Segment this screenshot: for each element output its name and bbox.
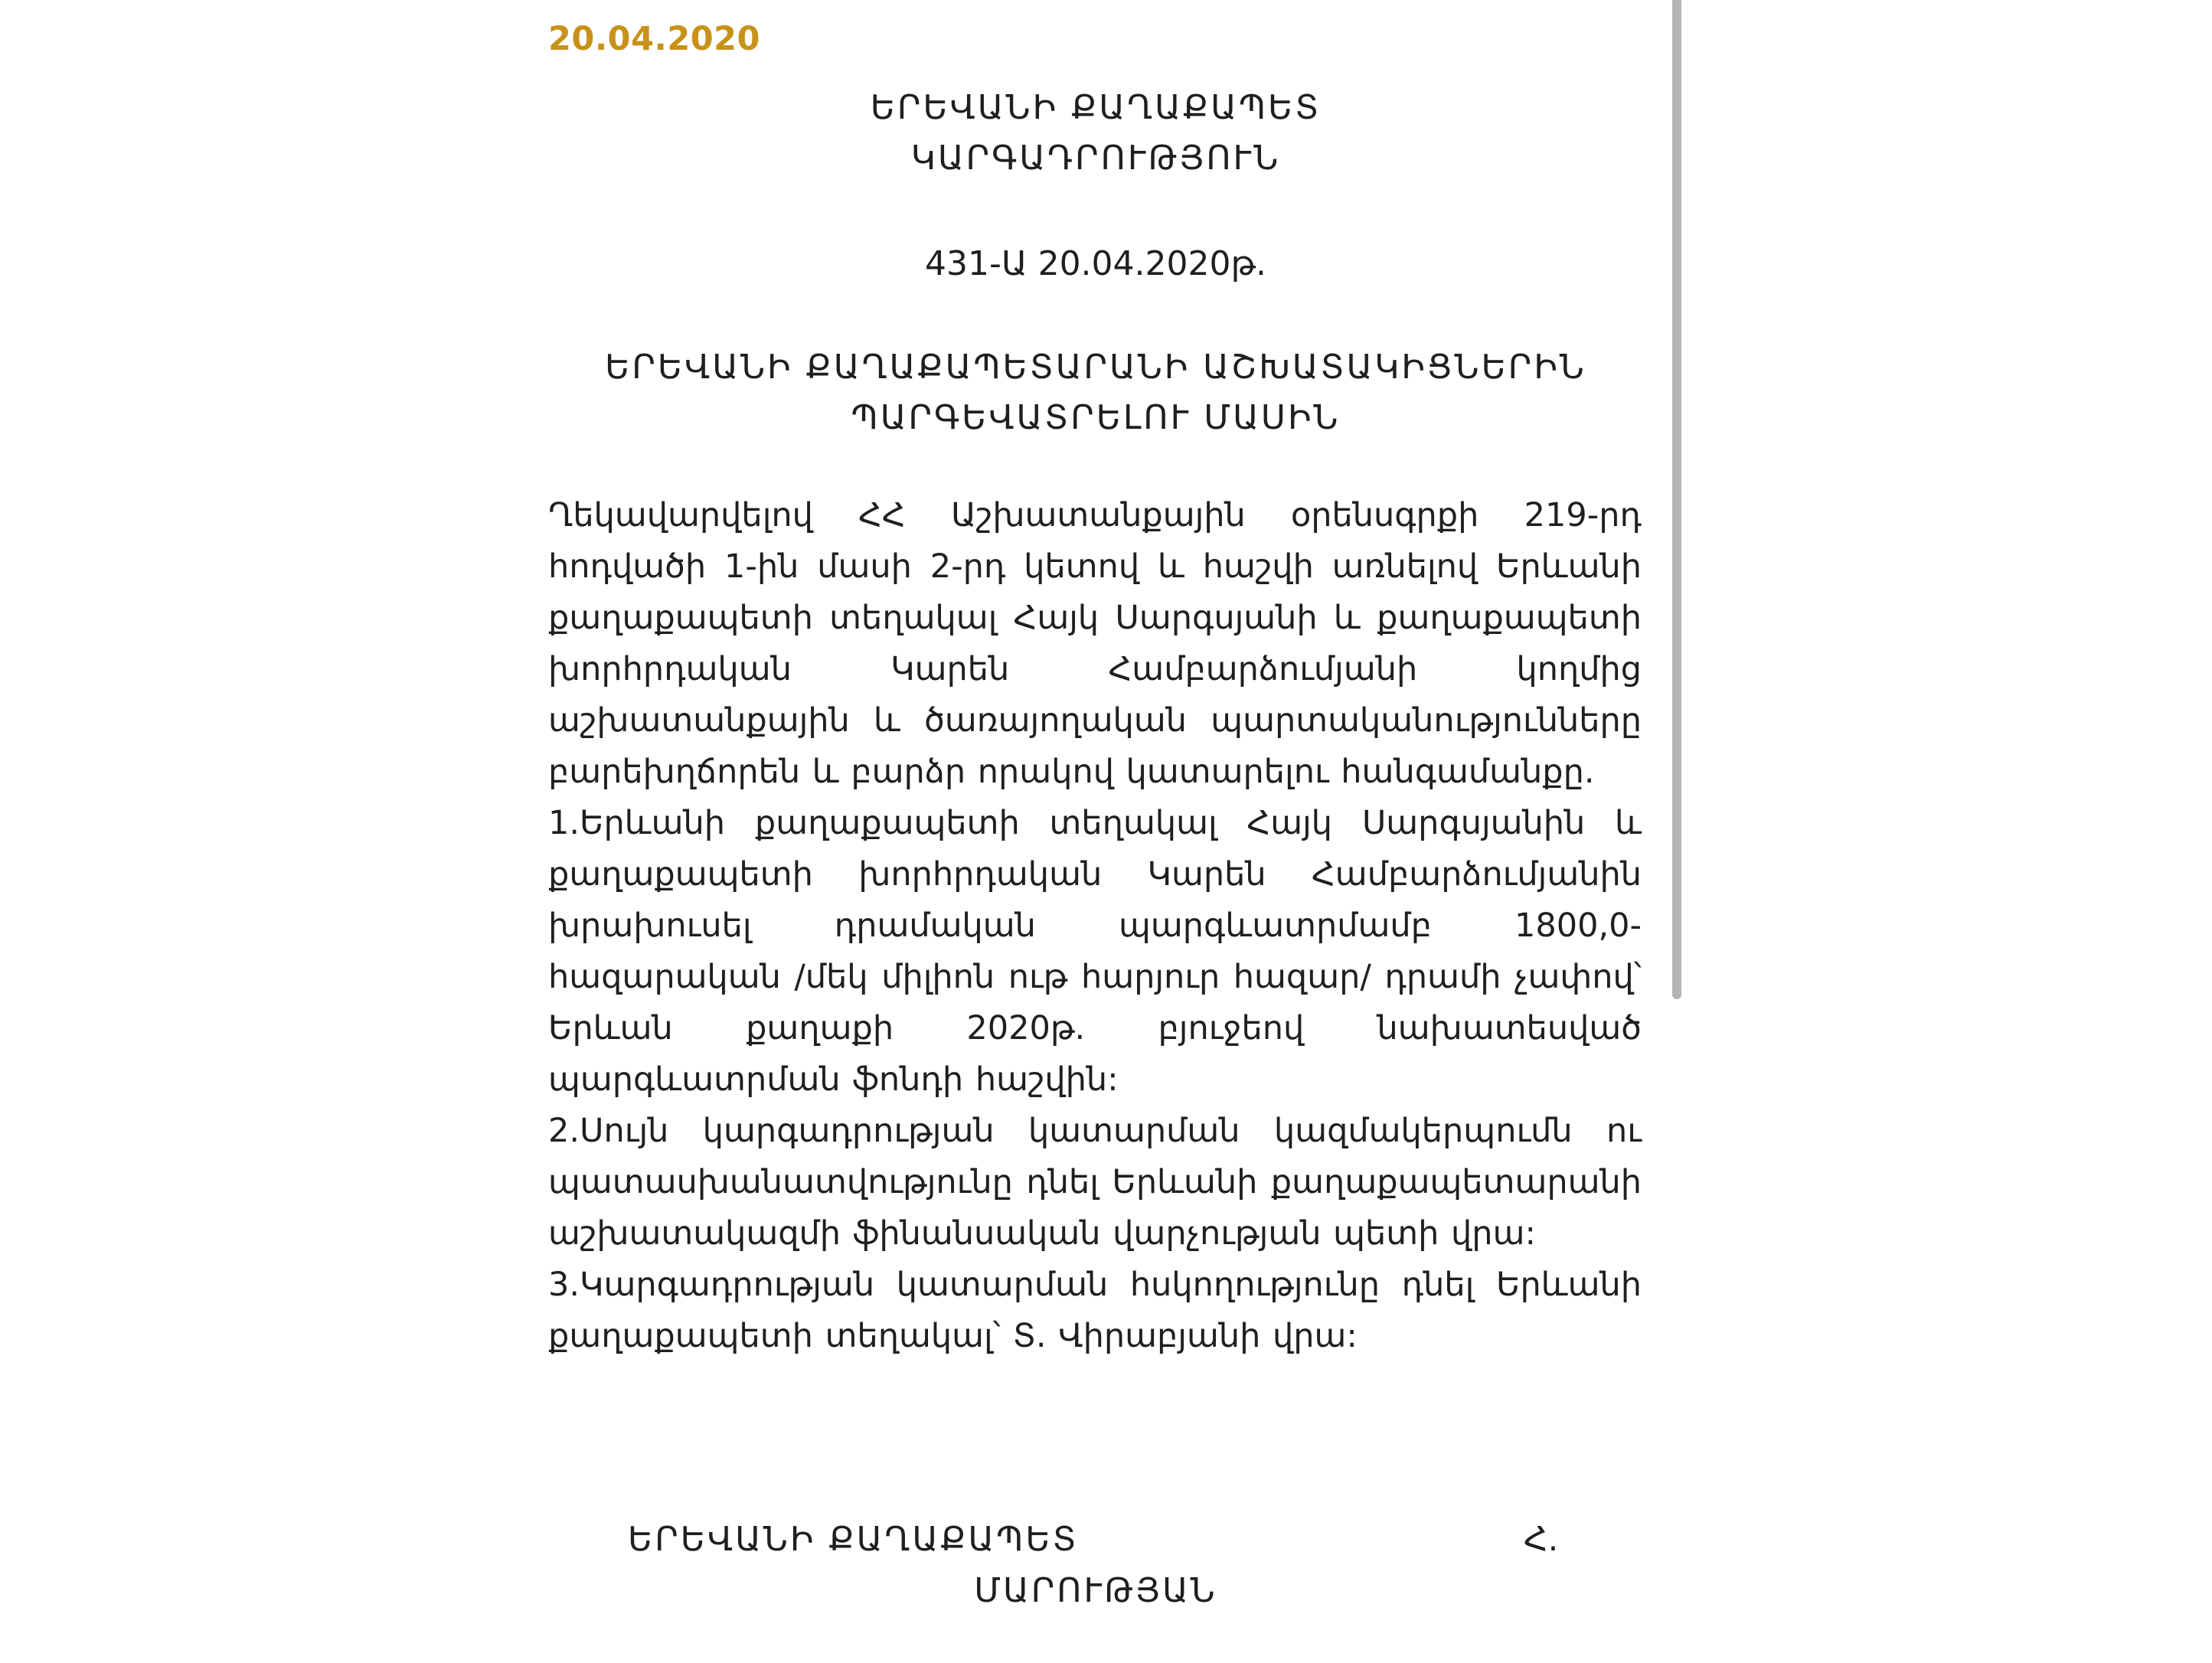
document-title-line-1: ԵՐԵՎԱՆԻ ՔԱՂԱՔԱՊԵՏԱՐԱՆԻ ԱՇԽԱՏԱԿԻՑՆԵՐԻՆ [605,348,1586,387]
preamble-paragraph: Ղեկավարվելով ՀՀ Աշխատանքային օրենսգրքի 219-րդ հոդվածի 1-ին մասի 2-րդ կետով և հաշվի առնելով Երևանի քաղաքապետի տեղակալ Հայկ Սարգսյանի և քաղաքապետի խորհրդական Կարեն Համբարձումյանի կողմից աշխատանքային և ծառայողական պարտականությունները բարեխղճորեն և բարձր որակով կատարելու հանգամանքը. [548,496,1642,791]
document-number: 431-Ա 20.04.2020թ. [925,244,1266,283]
document-body [548,490,1642,1362]
issuer-line-2: ԿԱՐԳԱԴՐՈՒԹՅՈՒՆ [910,139,1281,178]
signature-initial: Հ. [1524,1520,1559,1559]
publication-date: 20.04.2020 [548,20,761,58]
clause-2-paragraph: 2.Սույն կարգադրության կատարման կազմակերպումն ու պատասխանատվությունը դնել Երևանի քաղաքապետարանի աշխատակազմի ֆինանսական վարչության պետի վրա: [548,1112,1642,1253]
issuer-line-1: ԵՐԵՎԱՆԻ ՔԱՂԱՔԱՊԵՏ [870,88,1322,127]
clause-3-paragraph: 3.Կարգադրության կատարման հսկողությունը դնել Երևանի քաղաքապետի տեղակալ՝ Տ. Վիրաբյանի վրա: [548,1266,1642,1355]
document-title-line-2: ՊԱՐԳԵՎԱՏՐԵԼՈՒ ՄԱՍԻՆ [851,398,1341,437]
signature-surname: ՄԱՐՈՒԹՅԱՆ [974,1571,1217,1610]
scrollbar[interactable] [1672,0,1681,999]
signature-title: ԵՐԵՎԱՆԻ ՔԱՂԱՔԱՊԵՏ [628,1520,1079,1559]
clause-1-paragraph: 1.Երևանի քաղաքապետի տեղակալ Հայկ Սարգսյանին և քաղաքապետի խորհրդական Կարեն Համբարձումյանին խրախուսել դրամական պարգևատրմամբ 1800,0-հազարական /մեկ միլիոն ութ հարյուր հազար/ դրամի չափով՝ Երևան քաղաքի 2020թ. բյուջեով նախատեսված պարգևատրման ֆոնդի հաշվին: [548,804,1642,1099]
